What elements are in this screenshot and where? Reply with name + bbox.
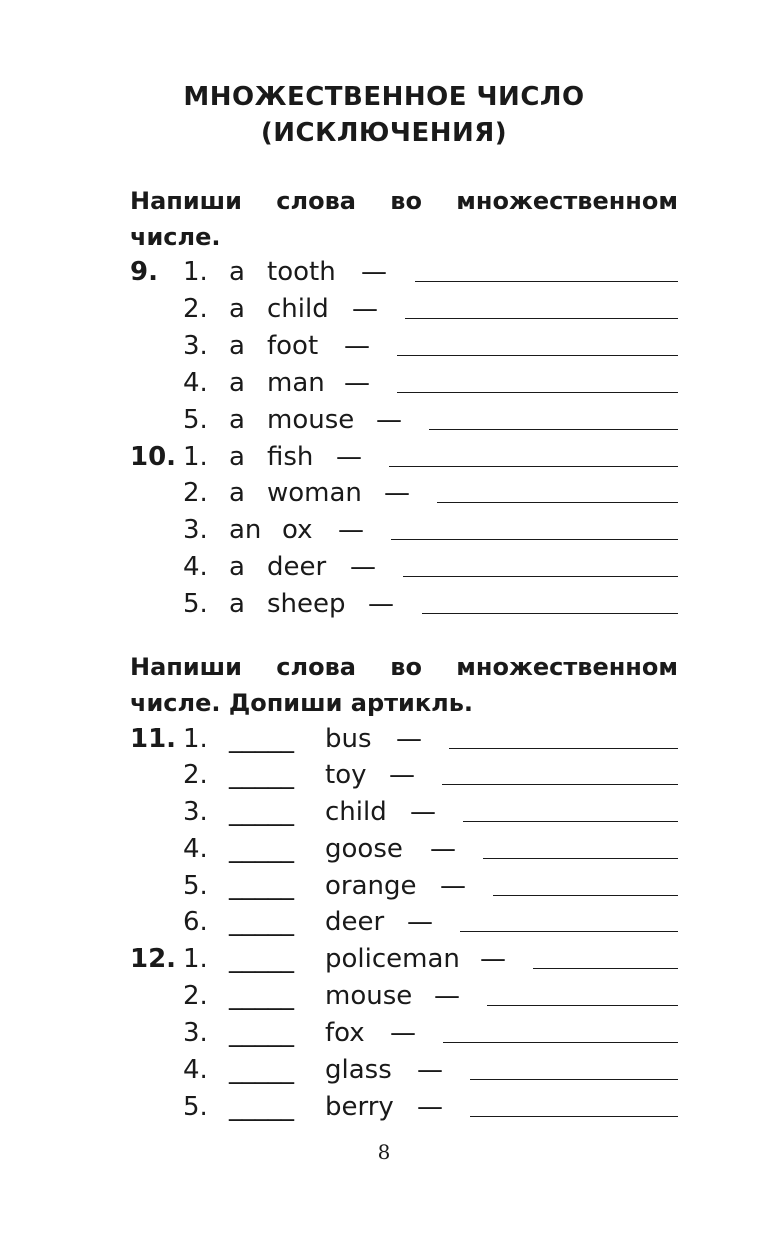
article: a [229, 589, 245, 619]
ex12-item-5 [0, 1089, 768, 1126]
article-blank[interactable]: _____ [229, 834, 294, 864]
exercise-number: 11. [130, 724, 177, 754]
exercise-number: 12. [130, 944, 177, 974]
dash: — [368, 589, 394, 619]
answer-line[interactable] [389, 466, 678, 467]
answer-line[interactable] [391, 539, 678, 540]
item-number: 1. [183, 257, 208, 287]
article: a [229, 442, 245, 472]
ex12-item-4 [0, 1052, 768, 1089]
article-blank[interactable]: _____ [229, 760, 294, 790]
article-blank[interactable]: _____ [229, 907, 294, 937]
article: a [229, 552, 245, 582]
answer-line[interactable] [460, 931, 678, 932]
item-number: 4. [183, 368, 208, 398]
dash: — [389, 760, 415, 790]
dash: — [336, 442, 362, 472]
article-blank[interactable]: _____ [229, 981, 294, 1011]
item-number: 2. [183, 981, 208, 1011]
answer-line[interactable] [487, 1005, 678, 1006]
ex10-item-3 [0, 512, 768, 549]
article: a [229, 331, 245, 361]
ex9-item-3 [0, 328, 768, 365]
article-blank[interactable]: _____ [229, 797, 294, 827]
dash: — [434, 981, 460, 1011]
ex12-item-3 [0, 1015, 768, 1052]
answer-line[interactable] [437, 502, 678, 503]
exercise-number: 10. [130, 442, 177, 472]
dash: — [417, 1055, 443, 1085]
answer-line[interactable] [470, 1079, 678, 1080]
item-number: 4. [183, 834, 208, 864]
word: woman [267, 478, 362, 508]
answer-line[interactable] [403, 576, 678, 577]
word: foot [267, 331, 319, 361]
answer-line[interactable] [397, 392, 678, 393]
word: berry [325, 1092, 394, 1122]
dash: — [480, 944, 506, 974]
word: child [267, 294, 329, 324]
word: child [325, 797, 387, 827]
item-number: 1. [183, 944, 208, 974]
ex11-item-1 [0, 721, 768, 758]
item-number: 5. [183, 405, 208, 435]
ex10-item-1 [0, 439, 768, 476]
answer-line[interactable] [493, 895, 678, 896]
article: an [229, 515, 262, 545]
ex11-item-6 [0, 904, 768, 941]
item-number: 5. [183, 589, 208, 619]
item-number: 4. [183, 1055, 208, 1085]
ex11-item-5 [0, 868, 768, 905]
answer-line[interactable] [443, 1042, 678, 1043]
article-blank[interactable]: _____ [229, 944, 294, 974]
item-number: 3. [183, 515, 208, 545]
item-number: 3. [183, 331, 208, 361]
article: a [229, 368, 245, 398]
dash: — [344, 368, 370, 398]
word: toy [325, 760, 367, 790]
dash: — [344, 331, 370, 361]
instruction-1-line-1: Напиши слова во множественном [130, 187, 678, 215]
word: deer [267, 552, 327, 582]
article: a [229, 257, 245, 287]
dash: — [440, 871, 466, 901]
dash: — [390, 1018, 416, 1048]
dash: — [350, 552, 376, 582]
word: man [267, 368, 325, 398]
word: glass [325, 1055, 392, 1085]
item-number: 6. [183, 907, 208, 937]
page-number: 8 [377, 1140, 391, 1164]
article-blank[interactable]: _____ [229, 1092, 294, 1122]
answer-line[interactable] [405, 318, 678, 319]
item-number: 5. [183, 871, 208, 901]
answer-line[interactable] [429, 429, 678, 430]
article: a [229, 294, 245, 324]
word: goose [325, 834, 403, 864]
article-blank[interactable]: _____ [229, 724, 294, 754]
item-number: 3. [183, 1018, 208, 1048]
word: policeman [325, 944, 460, 974]
word: orange [325, 871, 417, 901]
item-number: 2. [183, 760, 208, 790]
dash: — [396, 724, 422, 754]
word: deer [325, 907, 385, 937]
item-number: 5. [183, 1092, 208, 1122]
word: mouse [325, 981, 413, 1011]
ex12-item-1 [0, 941, 768, 978]
article-blank[interactable]: _____ [229, 871, 294, 901]
answer-line[interactable] [483, 858, 678, 859]
dash: — [376, 405, 402, 435]
item-number: 2. [183, 478, 208, 508]
item-number: 2. [183, 294, 208, 324]
answer-line[interactable] [533, 968, 678, 969]
ex9-item-1 [0, 254, 768, 291]
exercise-number: 9. [130, 257, 158, 287]
word: fox [325, 1018, 365, 1048]
answer-line[interactable] [449, 748, 678, 749]
ex11-item-3 [0, 794, 768, 831]
answer-line[interactable] [463, 821, 678, 822]
article-blank[interactable]: _____ [229, 1055, 294, 1085]
instruction-2-line-2: числе. Допиши артикль. [130, 689, 474, 717]
dash: — [430, 834, 456, 864]
answer-line[interactable] [442, 784, 678, 785]
dash: — [407, 907, 433, 937]
ex10-item-2 [0, 475, 768, 512]
dash: — [338, 515, 364, 545]
article: a [229, 478, 245, 508]
answer-line[interactable] [422, 613, 678, 614]
dash: — [417, 1092, 443, 1122]
answer-line[interactable] [415, 281, 678, 282]
word: mouse [267, 405, 355, 435]
dash: — [352, 294, 378, 324]
word: ox [282, 515, 313, 545]
ex9-item-4 [0, 365, 768, 402]
dash: — [361, 257, 387, 287]
item-number: 1. [183, 724, 208, 754]
article-blank[interactable]: _____ [229, 1018, 294, 1048]
word: tooth [267, 257, 336, 287]
dash: — [384, 478, 410, 508]
instruction-2-line-1: Напиши слова во множественном [130, 653, 678, 681]
answer-line[interactable] [470, 1116, 678, 1117]
answer-line[interactable] [397, 355, 678, 356]
ex10-item-5 [0, 586, 768, 623]
word: fish [267, 442, 314, 472]
dash: — [410, 797, 436, 827]
item-number: 3. [183, 797, 208, 827]
item-number: 4. [183, 552, 208, 582]
ex11-item-2 [0, 757, 768, 794]
ex11-item-4 [0, 831, 768, 868]
ex9-item-5 [0, 402, 768, 439]
ex12-item-2 [0, 978, 768, 1015]
article: a [229, 405, 245, 435]
item-number: 1. [183, 442, 208, 472]
title-line-2: (ИСКЛЮЧЕНИЯ) [260, 118, 508, 148]
instruction-1-line-2: числе. [130, 223, 221, 251]
word: bus [325, 724, 372, 754]
title-line-1: МНОЖЕСТВЕННОЕ ЧИСЛО [183, 82, 585, 112]
ex9-item-2 [0, 291, 768, 328]
word: sheep [267, 589, 346, 619]
ex10-item-4 [0, 549, 768, 586]
